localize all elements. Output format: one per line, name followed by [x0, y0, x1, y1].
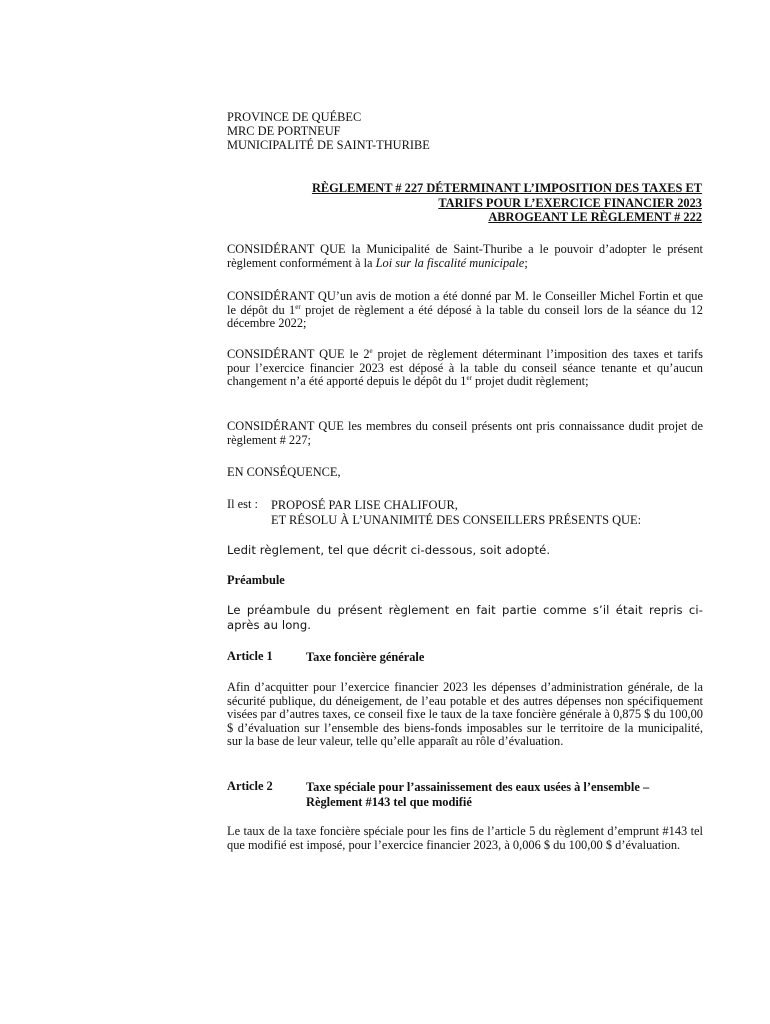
title-line-3: ABROGEANT LE RÈGLEMENT # 222: [488, 210, 702, 224]
ordinal-superscript: er: [466, 374, 472, 383]
article-title: Taxe spéciale pour l’assainissement des eaux usées à l’ensemble – Règlement #143 tel que modifié: [306, 780, 650, 809]
document-header: [227, 110, 703, 152]
header-province: PROVINCE DE QUÉBEC: [227, 110, 362, 124]
title-line-2: TARIFS POUR L’EXERCICE FINANCIER 2023: [438, 195, 702, 210]
resolution-proposed: PROPOSÉ PAR LISE CHALIFOUR,: [271, 498, 458, 512]
title-line-1: RÈGLEMENT # 227 DÉTERMINANT L’IMPOSITION DES TAXES ET: [311, 181, 702, 195]
resolution-text: [271, 498, 641, 528]
considerant-text: les membres du conseil présents ont pris connaissance dudit projet de règlement # 227;: [227, 419, 704, 447]
considerant-text: le 2: [344, 347, 370, 361]
article-1-text: Afin d’acquitter pour l’exercice financier 2023 les dépenses d’administration générale, de la sécurité publique, du déneigement, de l’eau potable et des autres dépenses non spécifiquement visées par d’autres taxes, ce conseil fixe le taux de la taxe foncière générale à 0,875 $ du 100,00 $ d’évaluation sur l’ensemble des biens-fonds imposables sur le territoire de la municipalité, sur la base de leur valeur, telle qu’elle apparaît au rôle d’évaluation.: [227, 680, 703, 749]
consequence-line: EN CONSÉQUENCE,: [227, 465, 341, 479]
considerant-text-middle: projet de règlement déterminant l’imposition des taxes et tarifs pour l’exercice financier 2023 est déposé à la table du conseil séance tenante et qu’aucun changement n’a été apporté depuis le dépôt du 1: [227, 347, 703, 389]
considerant-text: un avis de motion a été donné par M. le Conseiller Michel Fortin et que le dépôt du 1: [227, 289, 703, 317]
article-1-heading: [227, 650, 703, 666]
considerant-text-end: projet dudit règlement;: [471, 374, 589, 389]
considerant-paragraph-2: [227, 290, 703, 331]
regulation-title: [227, 181, 702, 225]
article-number: Article 2: [227, 779, 273, 793]
considerant-lead: CONSIDÉRANT QU’: [227, 289, 340, 303]
considerant-lead: CONSIDÉRANT QUE: [227, 419, 344, 433]
preambule-text: Le préambule du présent règlement en fait partie comme s’il était repris ci-après au long.: [227, 603, 703, 633]
article-2-text: Le taux de la taxe foncière spéciale pour les fins de l’article 5 du règlement d’emprunt #143 tel que modifié est imposé, pour l’exercice financier 2023, à 0,006 $ du 100,00 $ d’évaluation.: [227, 824, 703, 852]
article-number: Article 1: [227, 649, 273, 663]
header-municipality: MUNICIPALITÉ DE SAINT-THURIBE: [227, 138, 430, 152]
preambule-heading: Préambule: [227, 573, 285, 587]
resolution-resolved: ET RÉSOLU À L’UNANIMITÉ DES CONSEILLERS PRÉSENTS QUE:: [271, 513, 642, 527]
article-2-heading: [227, 780, 703, 812]
considerant-lead: CONSIDÉRANT QUE: [227, 242, 346, 256]
considerant-text-end: projet de règlement a été déposé à la table du conseil lors de la séance du 12 décembre 2022;: [227, 302, 704, 331]
header-mrc: MRC DE PORTNEUF: [227, 124, 341, 138]
article-title: Taxe foncière générale: [306, 650, 425, 664]
considerant-paragraph-1: [227, 243, 703, 270]
considerant-text-end: ;: [524, 255, 528, 270]
considerant-paragraph-3: [227, 348, 703, 389]
adoption-statement: Ledit règlement, tel que décrit ci-dessous, soit adopté.: [227, 543, 551, 557]
considerant-paragraph-4: [227, 420, 703, 447]
resolution-label: Il est :: [227, 497, 258, 511]
considerant-lead: CONSIDÉRANT QUE: [227, 347, 345, 361]
considerant-text: la Municipalité de Saint-Thuribe a le pouvoir d’adopter le présent règlement conformément à la: [227, 242, 703, 270]
ordinal-superscript: er: [295, 302, 301, 311]
law-title: Loi sur la fiscalité municipale: [375, 255, 525, 270]
ordinal-superscript: e: [369, 347, 373, 355]
